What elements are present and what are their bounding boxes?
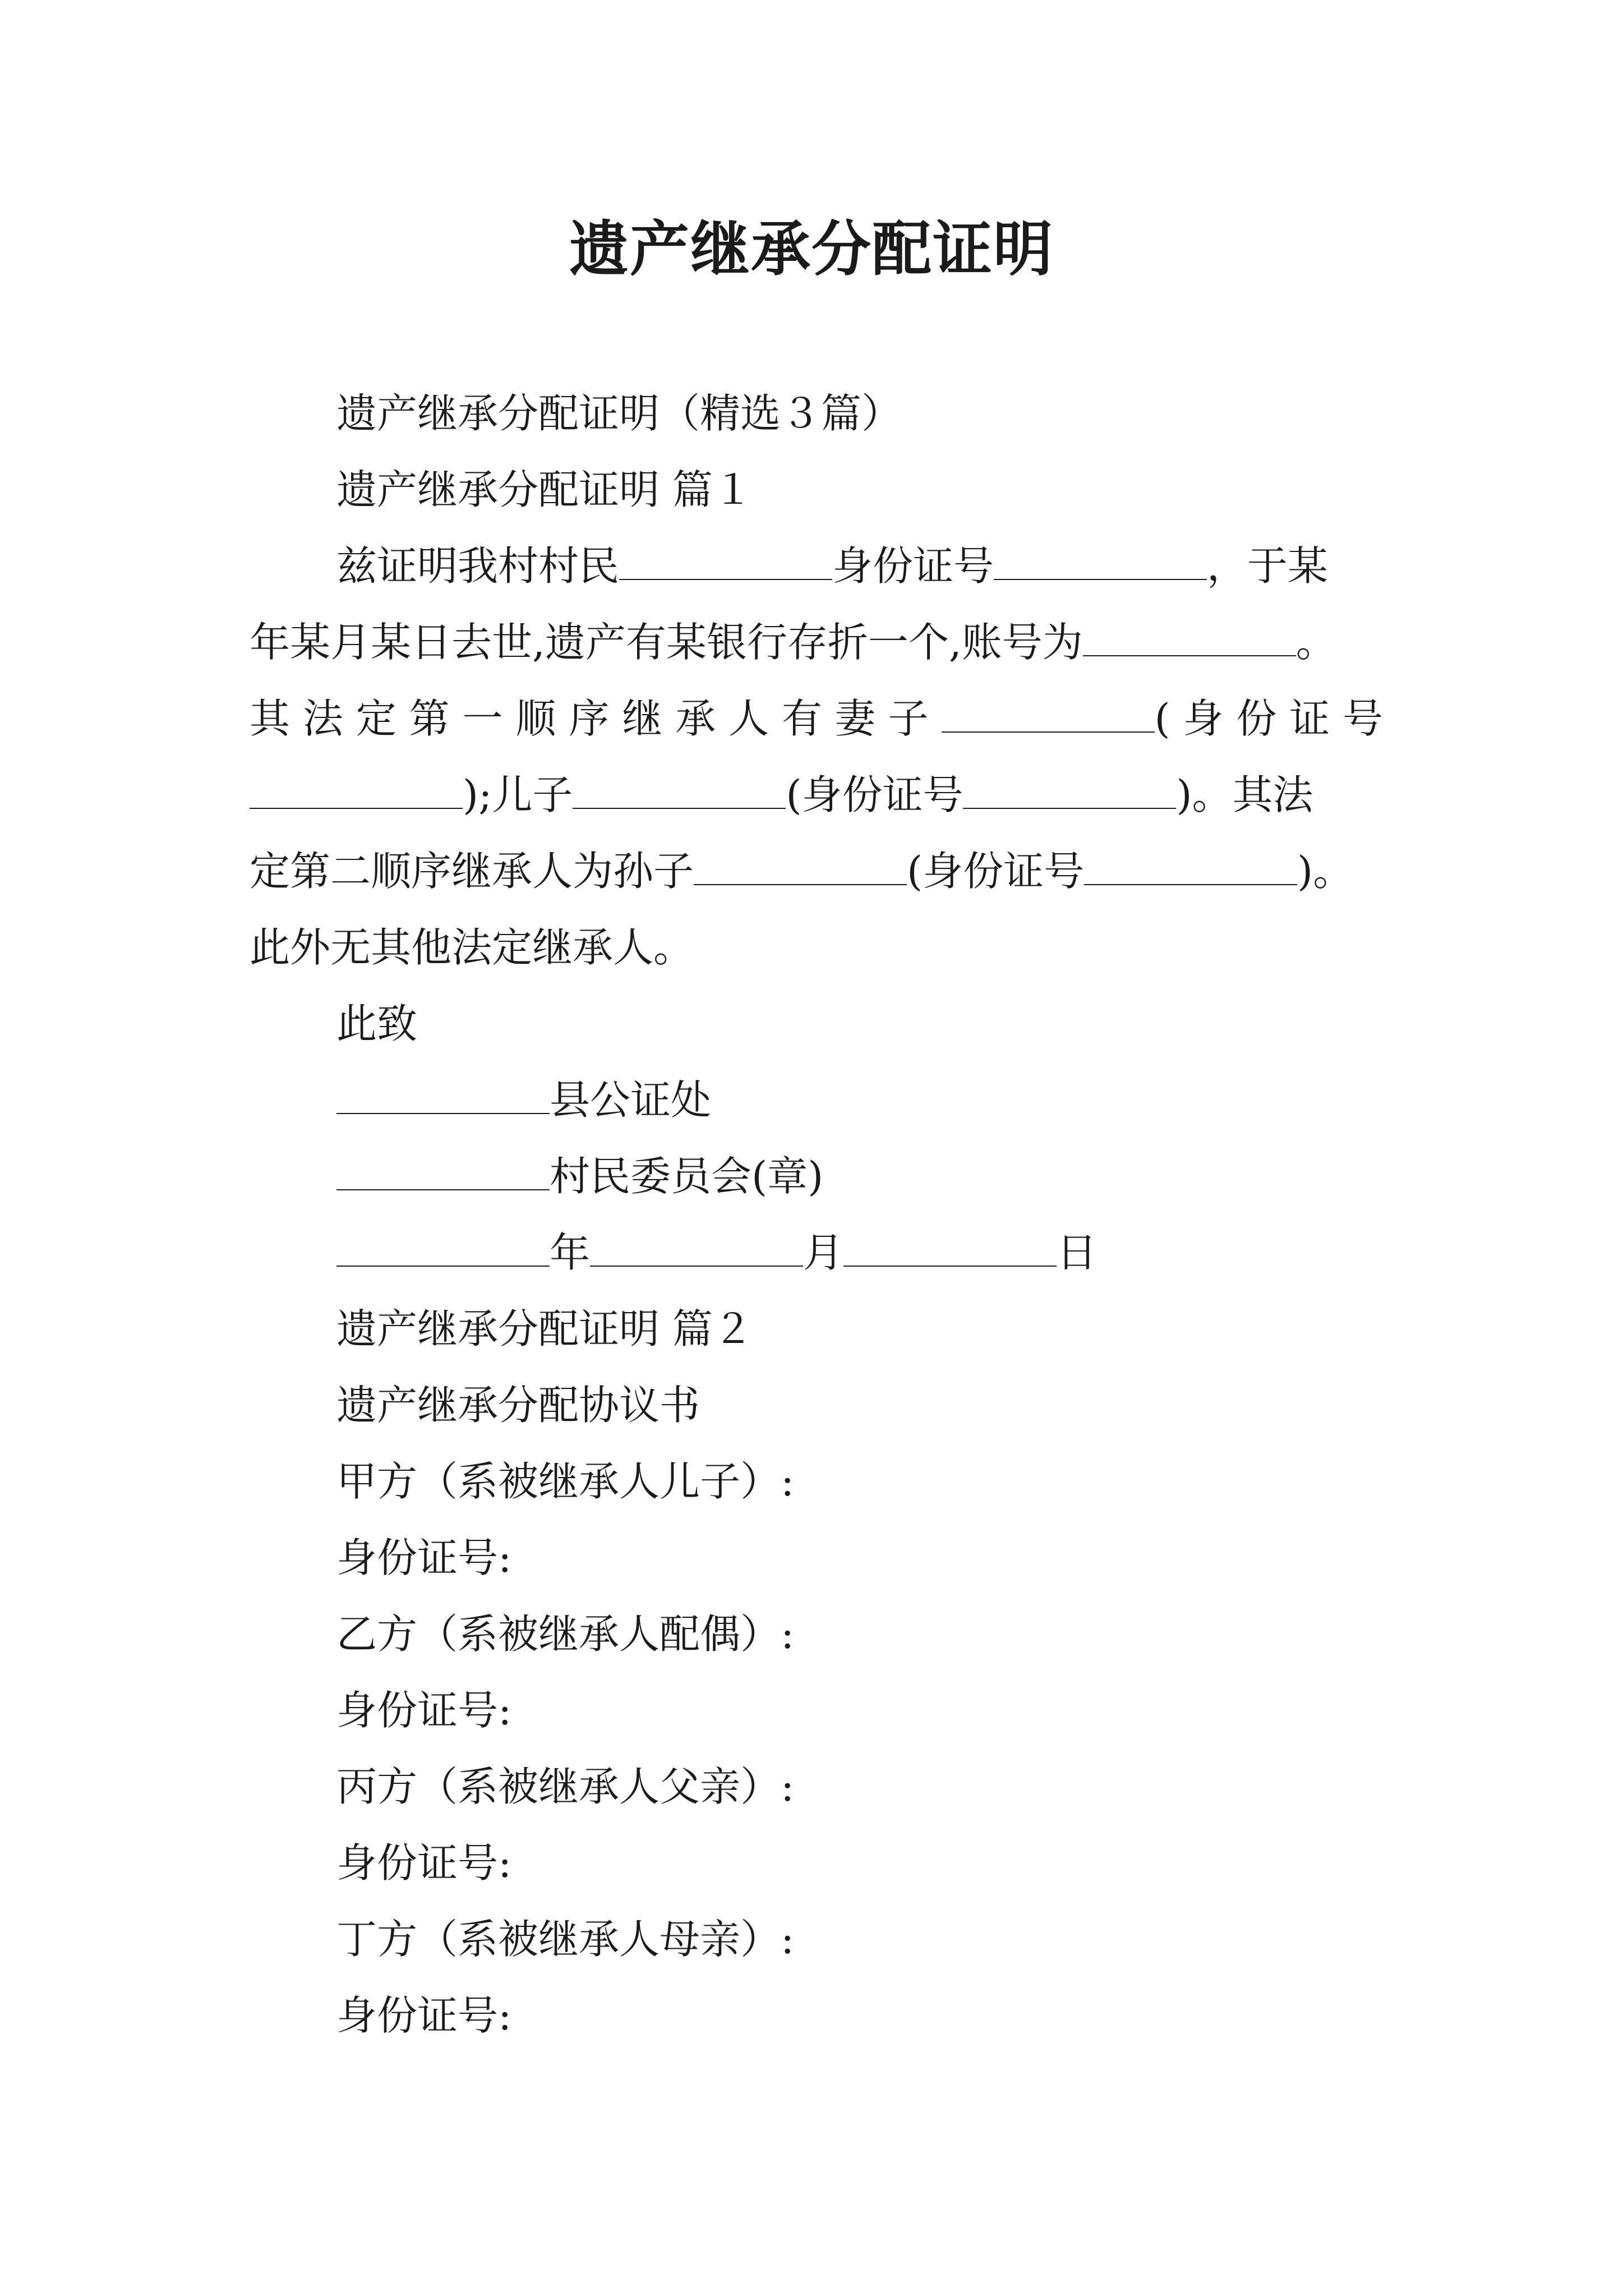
blank-field: [942, 694, 1155, 733]
text: 日: [1057, 1229, 1098, 1276]
text: )。: [1297, 848, 1354, 895]
party-line: 甲方（系被继承人儿子）:: [336, 1458, 795, 1505]
text: 。: [1295, 619, 1336, 666]
date-line: [336, 1227, 1097, 1278]
paragraph-1-line-2: [250, 617, 1336, 668]
text: 年: [550, 1229, 591, 1276]
blank-field: [250, 771, 463, 809]
text: 其 法 定 第 一 顺 序 继 承 人 有 妻 子: [250, 695, 929, 742]
party-line: 丁方（系被继承人母亲）:: [336, 1916, 795, 1963]
blank-field: [573, 771, 786, 809]
text: 兹证明我村村民: [336, 542, 620, 590]
blank-field: [694, 847, 907, 885]
party-line: 身份证号:: [336, 1839, 512, 1887]
blank-field: [1083, 618, 1296, 656]
document-title: 遗产继承分配证明: [569, 214, 1054, 284]
blank-field: [619, 542, 832, 580]
paragraph-1-line-4: [250, 770, 1313, 820]
paragraph-1-line-5: [250, 846, 1353, 896]
blank-field: [1084, 847, 1297, 885]
party-line: 丙方（系被继承人父亲）:: [336, 1763, 795, 1810]
party-line: 乙方（系被继承人配偶）:: [336, 1611, 795, 1658]
paragraph-1-line-3: [250, 693, 1383, 744]
section-1-heading: 遗产继承分配证明 篇１: [336, 466, 753, 513]
text: 村民委员会(章): [550, 1153, 824, 1200]
party-line: 身份证号:: [336, 1534, 512, 1581]
closing-salutation: 此致: [336, 1000, 418, 1047]
text: (身份证号: [786, 771, 963, 818]
text: (身份证号: [907, 848, 1085, 895]
section-2-heading: 遗产继承分配证明 篇２: [336, 1305, 753, 1352]
blank-field: [590, 1228, 803, 1267]
blank-field: [963, 771, 1176, 809]
paragraph-1-line-1: [336, 541, 1328, 591]
text: ( 身 份 证 号: [1154, 695, 1384, 742]
blank-field: [994, 542, 1207, 580]
blank-field: [336, 1076, 550, 1114]
text: 年某月某日去世,遗产有某银行存折一个,账号为: [250, 619, 1083, 666]
subtitle: 遗产继承分配证明（精选３篇）: [336, 390, 902, 437]
text: 身份证号: [832, 542, 994, 590]
text: )。其法: [1176, 771, 1313, 818]
agreement-title: 遗产继承分配协议书: [336, 1382, 700, 1429]
committee-line: [336, 1151, 823, 1202]
text: 月: [803, 1229, 844, 1276]
notary-line: [336, 1075, 711, 1125]
paragraph-1-line-6: 此外无其他法定继承人。: [250, 924, 694, 971]
text: 定第二顺序继承人为孙子: [250, 848, 694, 895]
party-line: 身份证号:: [336, 1687, 512, 1734]
text: );儿子: [463, 771, 573, 818]
blank-field: [843, 1228, 1057, 1267]
text: ，于某: [1207, 542, 1329, 590]
blank-field: [336, 1152, 550, 1190]
text: 县公证处: [550, 1076, 712, 1124]
blank-field: [336, 1228, 550, 1267]
party-line: 身份证号:: [336, 1992, 512, 2039]
